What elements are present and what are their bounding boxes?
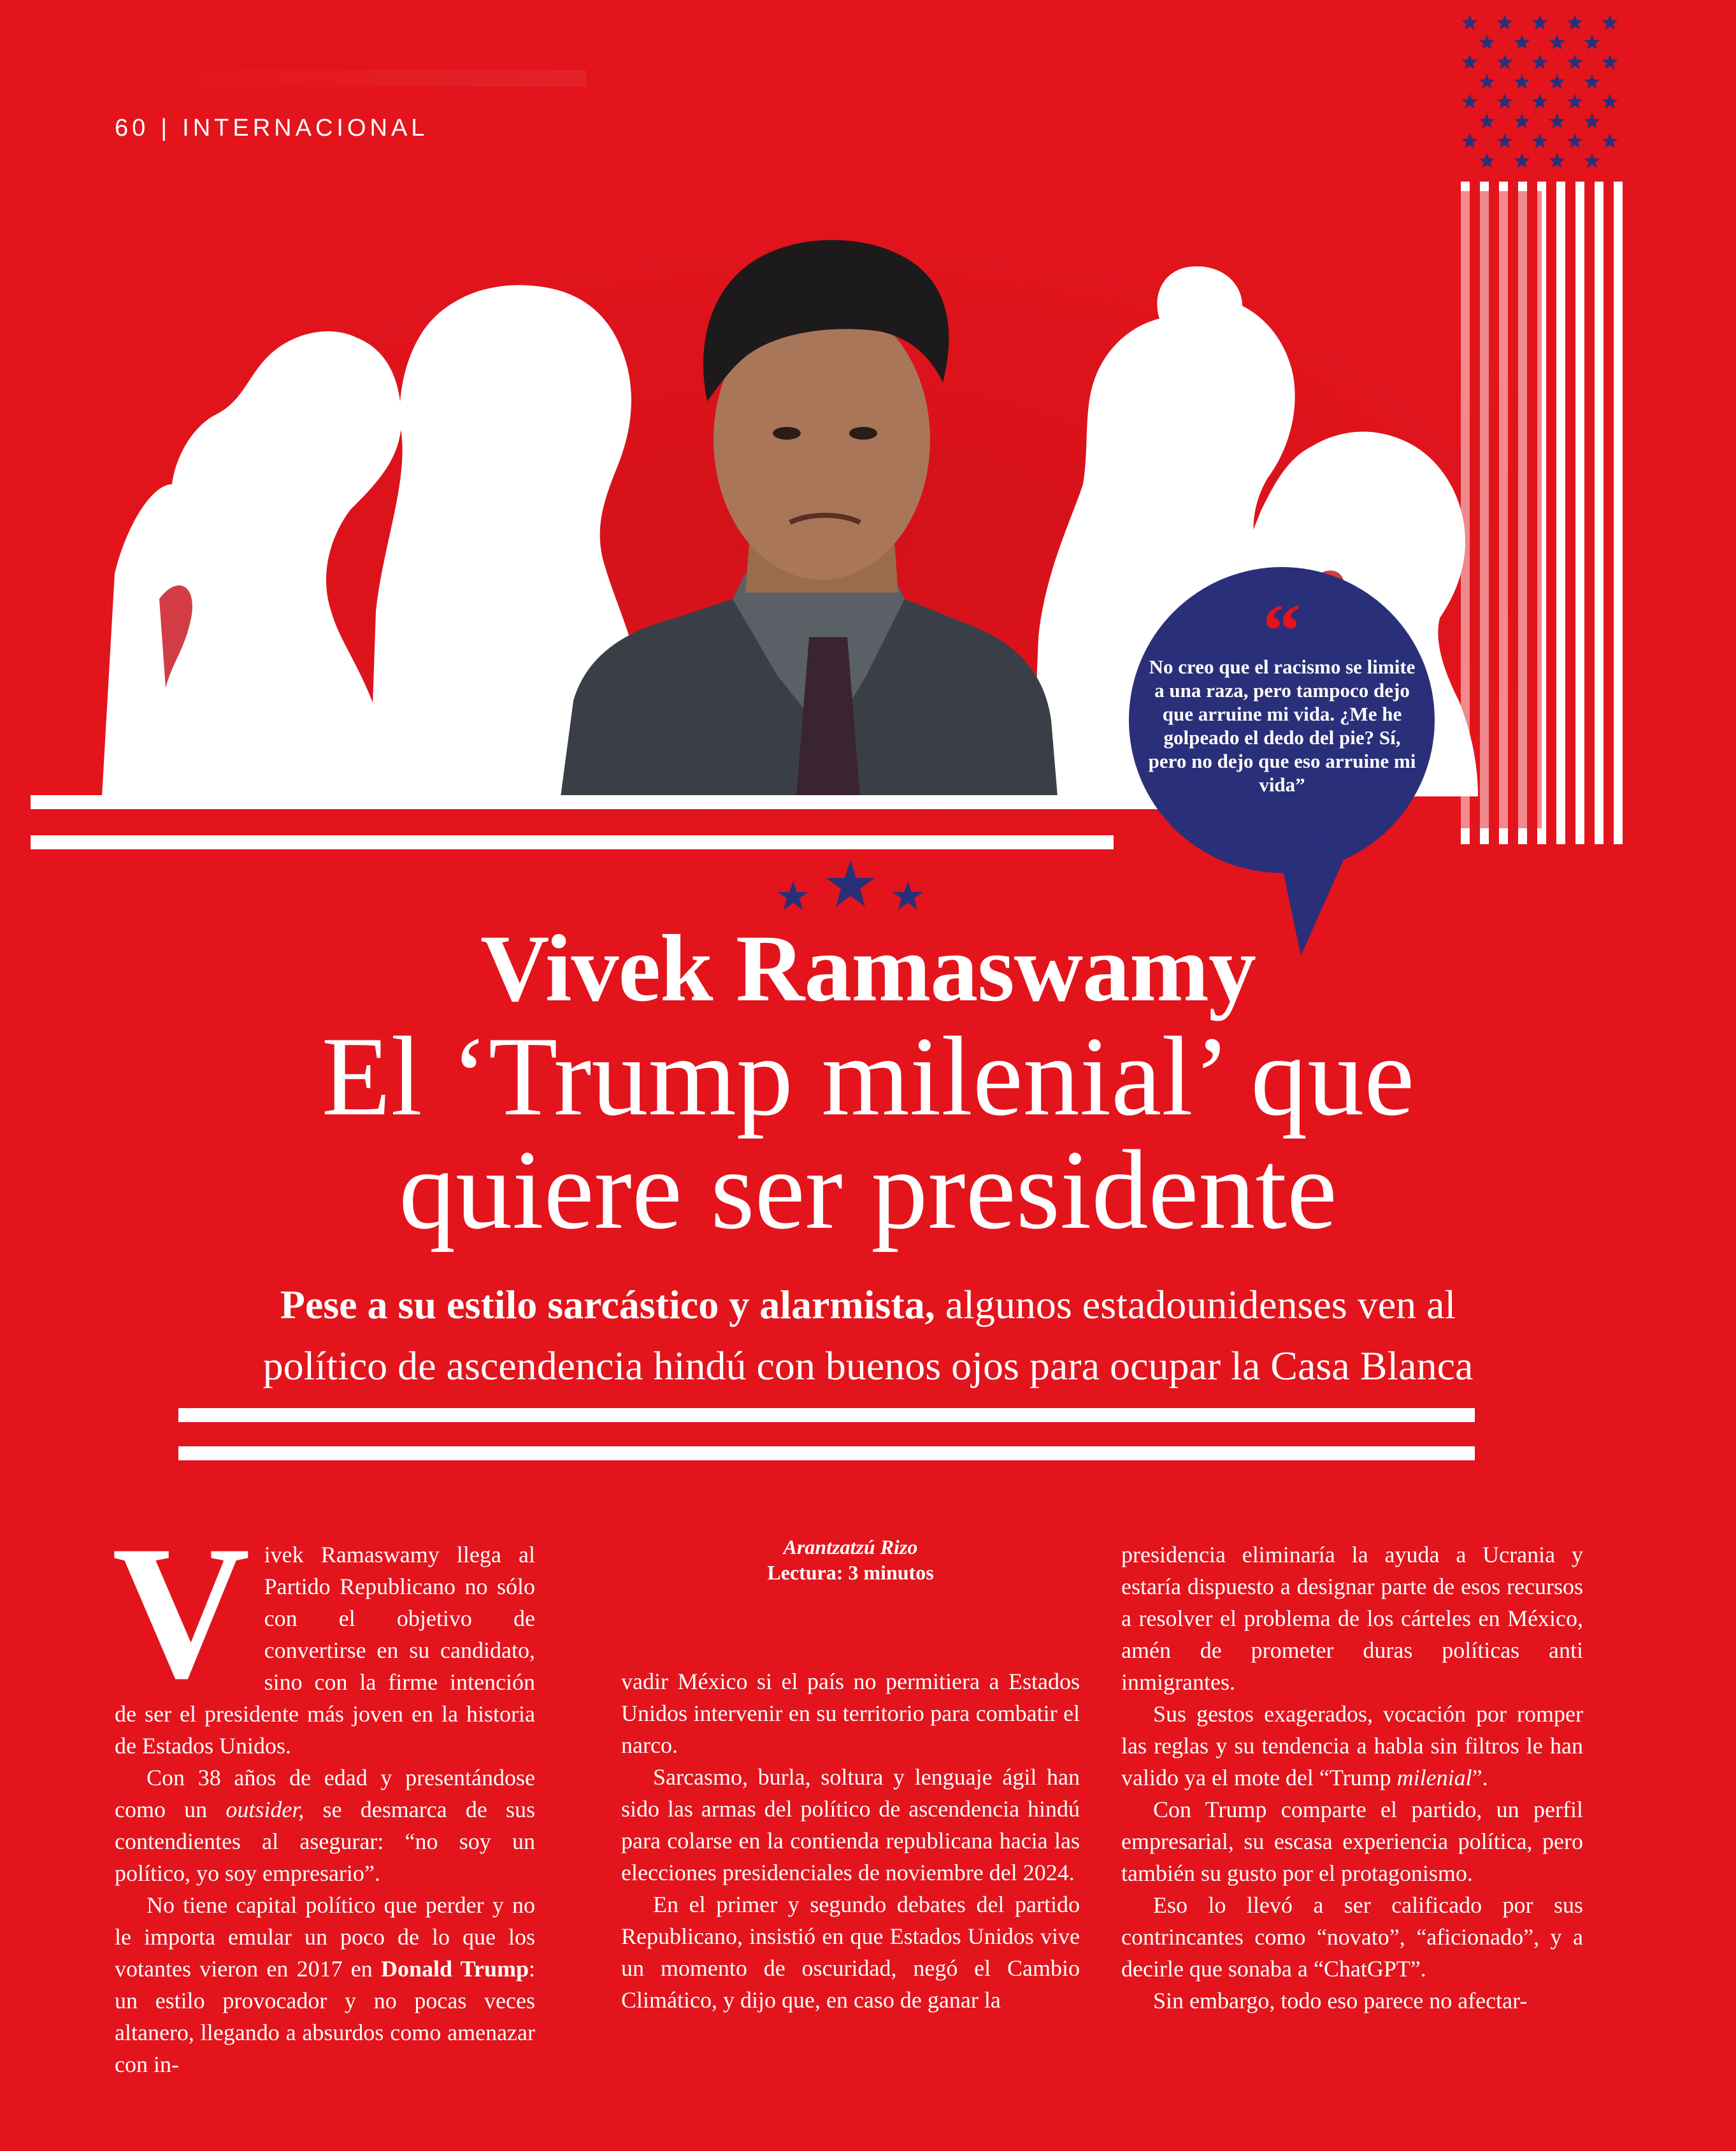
body-paragraph: En el primer y segundo debates del partido Republicano, insistió en que Estados Unidos vive un momento de oscuridad, negó el Cambio Climático, y dijo que, en caso de ganar la — [621, 1892, 1080, 2013]
hero-stripe-bottom — [31, 835, 1114, 849]
flag-stripe — [1556, 182, 1565, 844]
body-paragraph — [112, 1506, 535, 1762]
article-name: Vivek Ramaswamy — [480, 916, 1256, 1021]
header-separator: | — [161, 115, 171, 141]
body-column-3 — [1121, 1539, 1583, 2017]
quote-mark-icon: “ — [1263, 588, 1301, 673]
body-paragraph: presidencia eliminaría la ayuda a Ucrania y estaría dispuesto a designar parte de esos recursos a resolver el problema de los cárteles en México, amén de prometer duras políticas anti inmigrantes. — [1121, 1542, 1583, 1695]
title-stars-icon — [771, 859, 930, 916]
dek-bold: Pese a su estilo sarcástico y alarmista, — [280, 1282, 935, 1327]
author: Arantzatzú Rizo — [783, 1536, 918, 1558]
body-paragraph — [1121, 1698, 1583, 1794]
dek-rule-bottom — [178, 1446, 1475, 1460]
flag-stripe — [1614, 182, 1623, 844]
byline — [621, 1534, 1080, 1585]
section-label: INTERNACIONAL — [182, 115, 429, 141]
pull-quote: No creo que el racismo se limite a una raza, pero tampoco dejo que arruine mi vida. ¿Me he golpeado el dedo del pie? Sí, pero no dejo que eso arruine mi vida” — [1148, 656, 1416, 796]
reading-time: Lectura: 3 minutos — [767, 1561, 934, 1584]
body-column-2 — [621, 1665, 1080, 2016]
body-paragraph — [115, 1889, 535, 2080]
body-paragraph — [115, 1762, 535, 1889]
body-paragraph: Sin embargo, todo eso parece no afectar- — [1153, 1988, 1528, 2013]
paragraph-text: Sus gestos exagerados, vocación por romper las reglas y su tendencia a habla sin filtros le han valido ya el mote del “Trump — [1121, 1701, 1583, 1790]
paragraph-text: Con 38 años de edad y presentándose como un — [115, 1765, 535, 1822]
dek-line-2: político de ascendencia hindú con buenos ojos para ocupar la Casa Blanca — [262, 1343, 1474, 1388]
dek-line-1: algunos estadounidenses ven al — [935, 1282, 1456, 1327]
body-paragraph: vadir México si el país no permitiera a Estados Unidos intervenir en su territorio para combatir el narco. — [621, 1669, 1080, 1758]
hero-stripe-top — [31, 795, 1177, 809]
emphasis-text: milenial — [1396, 1765, 1472, 1790]
article-headline — [0, 1013, 1736, 1253]
body-paragraph: Eso lo llevó a ser calificado por sus contrincantes como “novato”, “aficionado”, y a decirle que sonaba a “ChatGPT”. — [1121, 1892, 1583, 1982]
emphasis-text: outsider, — [226, 1797, 305, 1822]
headline-line-1: El ‘Trump milenial’ que — [321, 1013, 1415, 1139]
article-dek — [0, 1274, 1736, 1397]
paragraph-text: se desmarca de sus contendientes al asegurar: “no soy un político, yo soy empresario”. — [115, 1797, 536, 1886]
paragraph-text: ”. — [1472, 1765, 1488, 1790]
paragraph-text: : un estilo provocador y no pocas veces altanero, llegando a absurdos como amenazar con in- — [115, 1956, 535, 2077]
paragraph-text: ivek Ramaswamy llega al Partido Republicano no sólo con el objetivo de convertirse en su candidato, sino con la firme intención de ser el presidente más joven en la historia de Estados Unidos. — [115, 1542, 535, 1759]
body-paragraph: Con Trump comparte el partido, un perfil empresarial, su escasa experiencia política, pero también su gusto por el protagonismo. — [1121, 1797, 1583, 1886]
page-number: 60 — [115, 115, 150, 141]
headline-line-2: quiere ser presidente — [399, 1126, 1337, 1253]
body-paragraph: Sarcasmo, burla, soltura y lenguaje ágil han sido las armas del político de ascendencia hindú para colarse en la contienda republicana hacia las elecciones presidenciales de noviembre del 2024. — [621, 1764, 1080, 1885]
dropcap: V — [112, 1506, 250, 1718]
flag-stripe — [1595, 182, 1603, 844]
strong-text: Donald Trump — [381, 1956, 529, 1982]
header-band — [115, 70, 586, 87]
dek-rule-top — [178, 1408, 1475, 1422]
body-column-1 — [112, 1506, 536, 2080]
paragraph-text: No tiene capital político que perder y no le importa emular un poco de lo que los votantes vieron en 2017 en — [115, 1892, 535, 1982]
flag-stripe — [1575, 182, 1584, 844]
